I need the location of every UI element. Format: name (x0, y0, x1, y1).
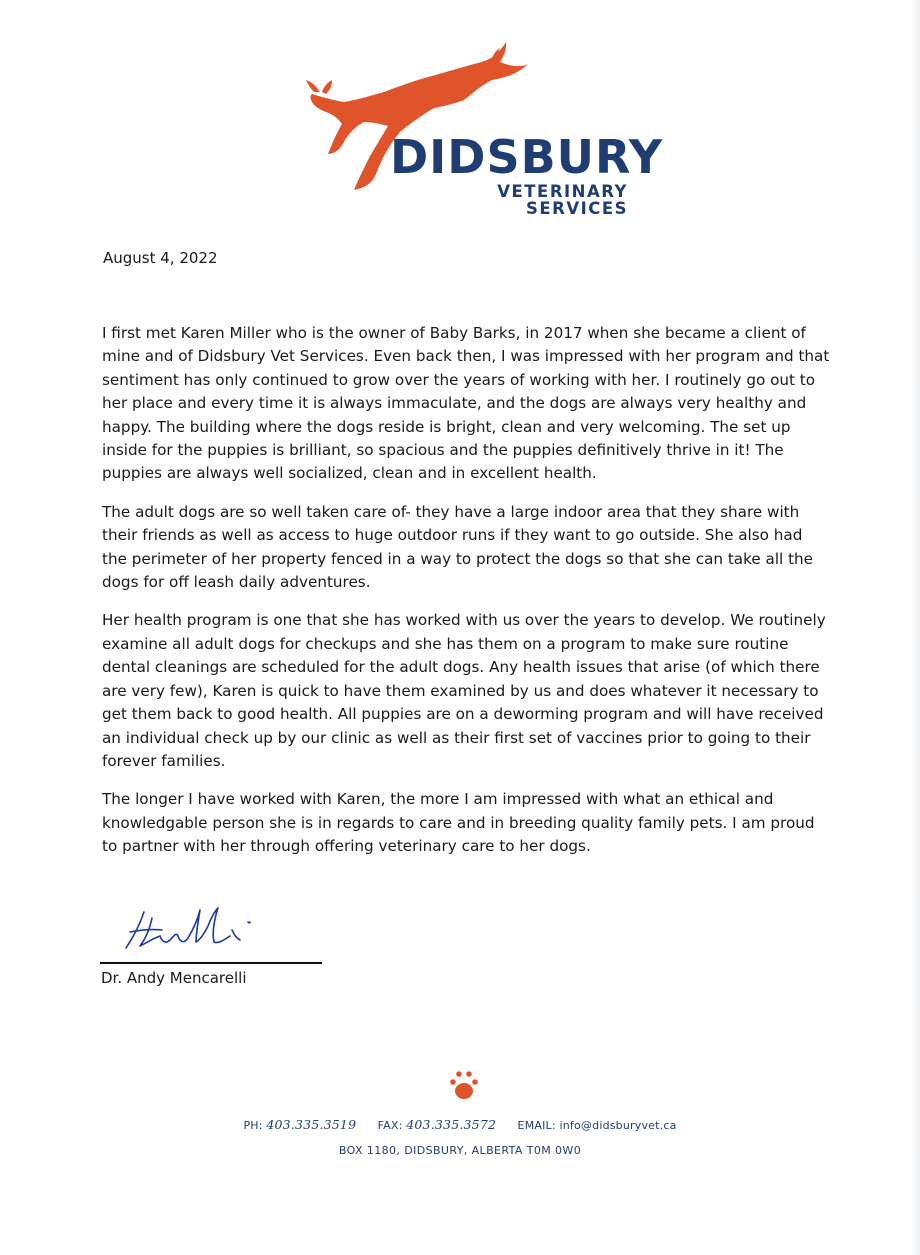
signer-name: Dr. Andy Mencarelli (101, 969, 247, 987)
handwritten-signature (100, 902, 322, 964)
phone-number: 403.335.3519 (266, 1117, 357, 1132)
fax-number: 403.335.3572 (406, 1117, 497, 1132)
contact-line (150, 1116, 770, 1135)
letterhead-logo (300, 42, 664, 218)
scan-edge (910, 0, 920, 1255)
phone-label: PH: (243, 1119, 263, 1132)
paragraph: I first met Karen Miller who is the owner of Baby Barks, in 2017 when she became a client of mine and of Didsbury Vet Services. Even back then, I was impressed with her program and that sentiment has only continued to grow over the years of working with her. I routinely go out to her place and every time it is always immaculate, and the dogs are always very healthy and happy. The building where the dogs reside is bright, clean and very welcoming. The set up inside for the puppies is brilliant, so spacious and the puppies definitively thrive in it! The puppies are always well socialized, clean and in excellent health. (102, 324, 830, 483)
email-address: info@didsburyvet.ca (559, 1119, 677, 1132)
paragraph: Her health program is one that she has worked with us over the years to develop. We routinely examine all adult dogs for checkups and she has them on a program to make sure routine dental cleanings are scheduled for the adult dogs. Any health issues that arise (of which there are very few), Karen is quick to have them examined by us and does whatever it necessary to get them back to good health. All puppies are on a deworming program and will have received an individual check up by our clinic as well as their first set of vaccines prior to going to their forever families. (102, 611, 826, 770)
brand-name: DIDSBURY (390, 130, 664, 184)
letter-date: August 4, 2022 (103, 249, 218, 267)
brand-subtitle: VETERINARY SERVICES (497, 182, 628, 218)
email-label: EMAIL: (517, 1119, 556, 1132)
fax-label: FAX: (377, 1119, 403, 1132)
letter-body (102, 322, 832, 874)
paragraph: The longer I have worked with Karen, the more I am impressed with what an ethical and knowledgable person she is in regards to care and in breeding quality family pets. I am proud to partner with her through offering veterinary care to her dogs. (102, 790, 815, 856)
signature-line (100, 962, 322, 964)
mailing-address: BOX 1180, DIDSBURY, ALBERTA T0M 0W0 (338, 1144, 582, 1157)
paragraph: The adult dogs are so well taken care of- they have a large indoor area that they share with their friends as well as access to huge outdoor runs if they want to go outside. She also had the perimeter of her property fenced in a way to protect the dogs so that she can take all the dogs for off leash daily adventures. (102, 502, 814, 592)
paw-print-icon (446, 1068, 482, 1102)
